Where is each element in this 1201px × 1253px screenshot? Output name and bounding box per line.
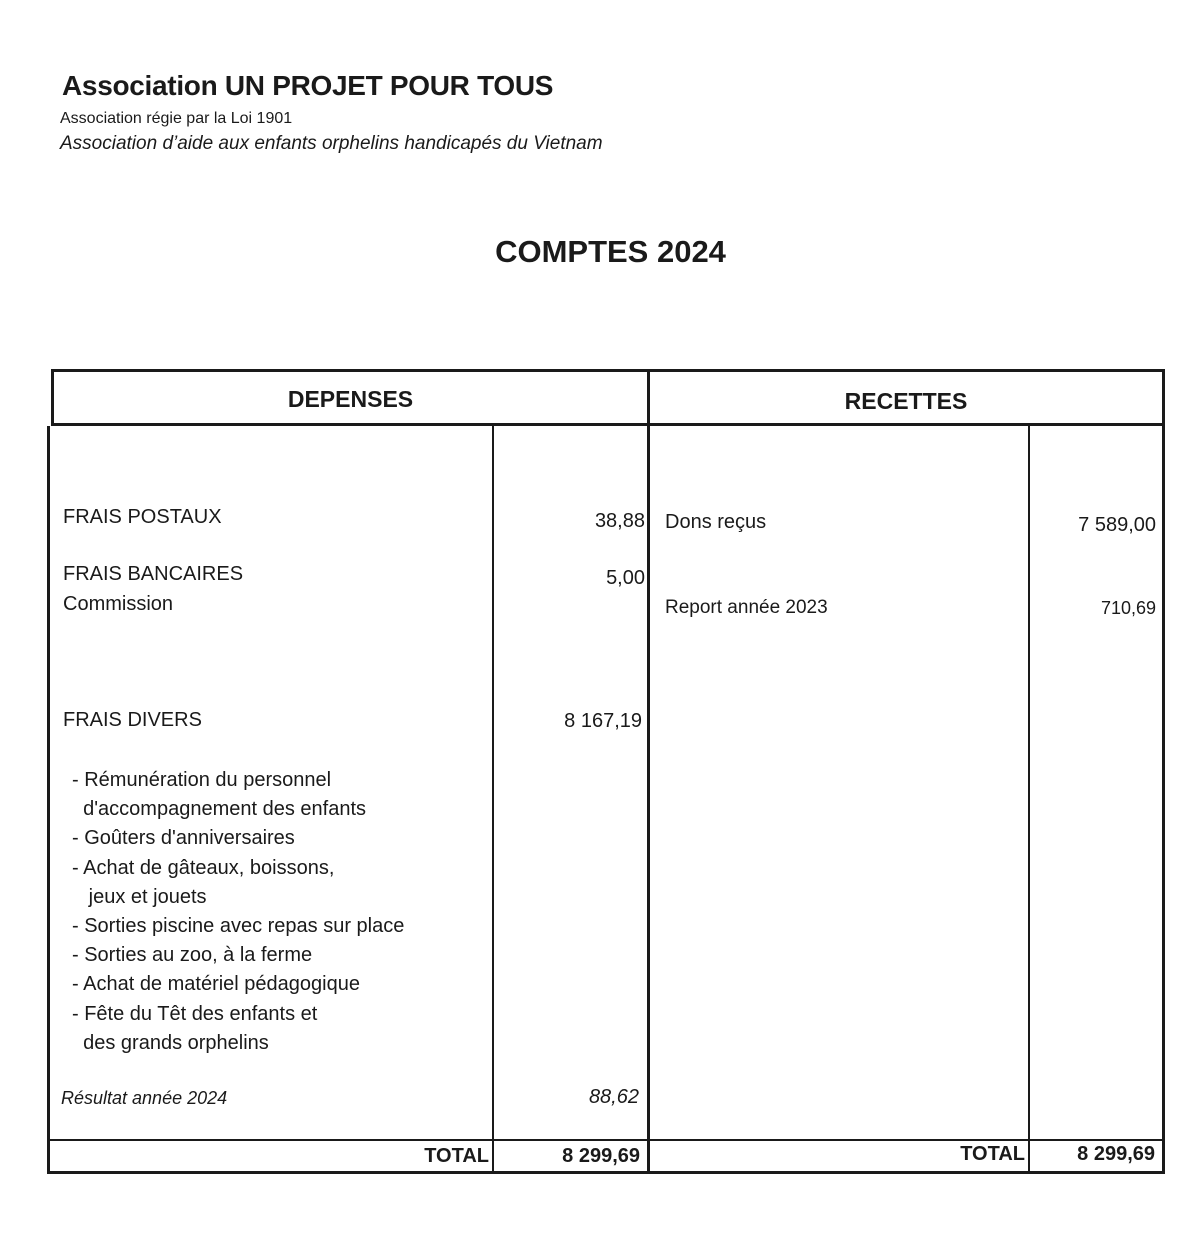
frais-divers-details [72,766,404,1058]
resultat-label: Résultat année 2024 [61,1088,228,1108]
frais-bancaires-amount: 5,00 [606,567,645,589]
frais-divers-label: FRAIS DIVERS [63,709,202,731]
document-title: COMPTES 2024 [495,234,726,269]
commission-label: Commission [63,593,174,615]
detail-line: - Goûters d'anniversaires [72,827,295,850]
table-bottom-border [47,1171,1165,1174]
organization-legal-status: Association régie par la Loi 1901 [60,110,293,127]
depenses-total-label: TOTAL [424,1145,489,1167]
table-right-border [1162,369,1165,1174]
center-divider [647,369,650,1174]
dons-amount: 7 589,00 [1078,514,1156,536]
recettes-amount-divider [1028,426,1030,1174]
depenses-header: DEPENSES [287,386,414,412]
detail-line: - Sorties piscine avec repas sur place [72,915,405,938]
detail-line: - Achat de matériel pédagogique [72,973,360,996]
table-left-border-lower [47,426,50,1174]
frais-postaux-amount: 38,88 [594,510,645,532]
frais-postaux-label: FRAIS POSTAUX [63,506,222,528]
recettes-total-label: TOTAL [960,1143,1025,1165]
report-label: Report année 2023 [665,597,828,618]
frais-bancaires-label: FRAIS BANCAIRES [63,563,244,585]
frais-divers-amount: 8 167,19 [564,710,642,732]
detail-line: jeux et jouets [72,885,207,908]
detail-line: d'accompagnement des enfants [72,798,367,821]
detail-line: des grands orphelins [72,1031,269,1054]
detail-line: - Sorties au zoo, à la ferme [72,944,313,967]
recettes-header: RECETTES [844,388,968,414]
recettes-total-amount: 8 299,69 [1077,1143,1155,1165]
table-top-border [51,369,1165,372]
report-amount: 710,69 [1100,598,1156,618]
detail-line: - Achat de gâteaux, boissons, [72,856,335,879]
detail-line: - Fête du Têt des enfants et [72,1002,318,1025]
detail-line: - Rémunération du personnel [72,769,332,791]
total-separator [47,1139,1165,1141]
dons-label: Dons reçus [665,511,767,533]
depenses-total-amount: 8 299,69 [562,1145,640,1167]
header-separator [51,423,1165,426]
resultat-amount: 88,62 [588,1086,639,1108]
organization-mission: Association d’aide aux enfants orphelins handicapés du Vietnam [60,133,603,154]
depenses-amount-divider [492,426,494,1174]
organization-name: Association UN PROJET POUR TOUS [62,70,554,101]
